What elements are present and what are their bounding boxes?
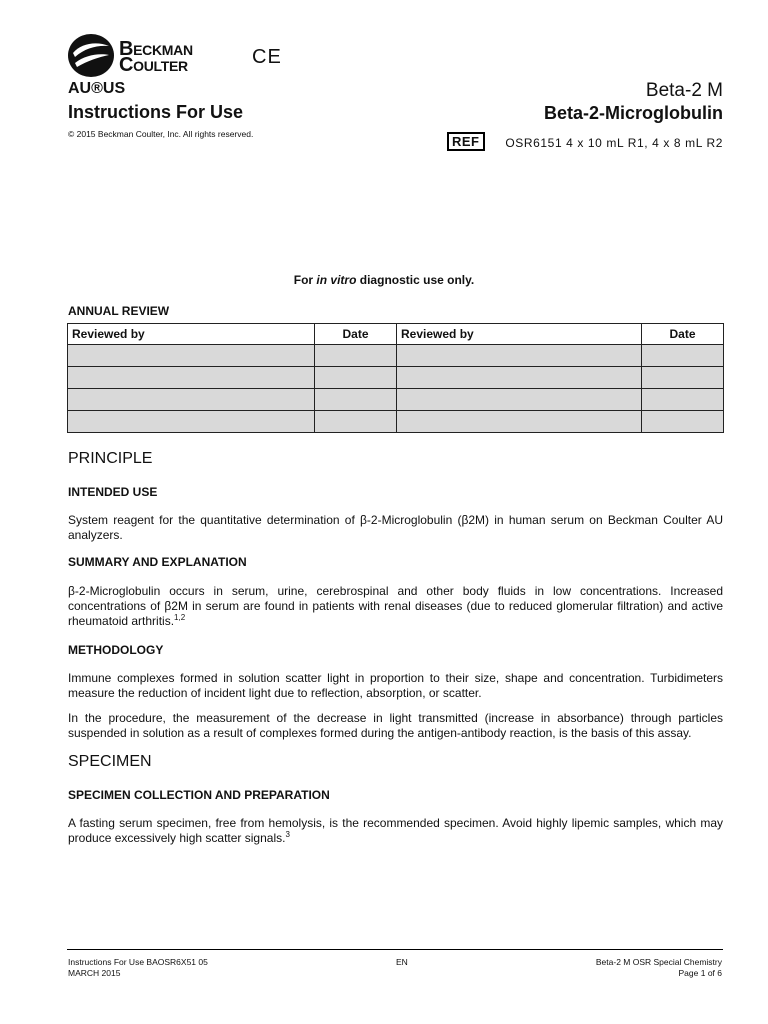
catalog-reference: OSR6151 4 x 10 mL R1, 4 x 8 mL R2 bbox=[505, 136, 723, 150]
logo-word-coulter: Coulter bbox=[119, 54, 188, 76]
table-row bbox=[68, 367, 724, 389]
table-header-row bbox=[68, 324, 724, 345]
date-cell[interactable] bbox=[642, 389, 724, 411]
reviewer-cell[interactable] bbox=[68, 411, 315, 433]
intended-use-text: System reagent for the quantitative determination of β-2-Microglobulin (β2M) in human serum on Beckman Coulter AU analyzers. bbox=[68, 513, 723, 542]
logo-word-beckman: Beckman bbox=[119, 38, 193, 60]
summary-citation: 1,2 bbox=[174, 613, 186, 622]
beckman-coulter-logo-icon bbox=[67, 33, 115, 78]
annual-review-table bbox=[67, 323, 724, 433]
assay-full-name: Beta-2-Microglobulin bbox=[544, 103, 723, 123]
footer-divider bbox=[67, 949, 723, 950]
footer-language: EN bbox=[396, 957, 408, 967]
footer-date: MARCH 2015 bbox=[68, 968, 121, 978]
reviewer-cell[interactable] bbox=[397, 345, 642, 367]
specimen-collection-body: A fasting serum specimen, free from hemolysis, is the recommended specimen. Avoid highly lipemic samples, which may produce excessively high scatter signals. bbox=[68, 816, 723, 845]
product-name: AU®US bbox=[68, 80, 126, 97]
copyright-notice: © 2015 Beckman Coulter, Inc. All rights reserved. bbox=[68, 129, 254, 139]
footer-page-number: Page 1 of 6 bbox=[678, 968, 722, 978]
footer-right bbox=[596, 957, 722, 979]
summary-text bbox=[68, 584, 723, 629]
date-cell[interactable] bbox=[642, 367, 724, 389]
summary-body: β-2-Microglobulin occurs in serum, urine, cerebrospinal and other body fluids in low concentrations. Increased concentrations of β2M in serum are found in patients with renal diseases (due to reduced glomerular filtration) and active rheumatoid arthritis. bbox=[68, 584, 723, 628]
col-reviewed-by-2: Reviewed by bbox=[397, 324, 642, 345]
principle-heading: PRINCIPLE bbox=[68, 450, 153, 467]
ref-symbol-box: REF bbox=[447, 132, 485, 151]
footer-product-line: Beta-2 M OSR Special Chemistry bbox=[595, 957, 722, 967]
reviewer-cell[interactable] bbox=[68, 345, 315, 367]
reviewer-cell[interactable] bbox=[68, 367, 315, 389]
ivd-emphasis: in vitro bbox=[316, 273, 357, 287]
ivd-statement bbox=[0, 273, 768, 287]
methodology-heading: METHODOLOGY bbox=[68, 643, 164, 657]
date-cell[interactable] bbox=[315, 345, 397, 367]
reviewer-cell[interactable] bbox=[68, 389, 315, 411]
intended-use-heading: INTENDED USE bbox=[68, 485, 158, 499]
date-cell[interactable] bbox=[315, 389, 397, 411]
ivd-prefix: For bbox=[293, 273, 317, 287]
ce-mark: CE bbox=[252, 46, 282, 68]
beckman-coulter-logo bbox=[67, 33, 217, 78]
col-date-2: Date bbox=[642, 324, 724, 345]
col-reviewed-by-1: Reviewed by bbox=[68, 324, 315, 345]
ivd-suffix: diagnostic use only. bbox=[356, 273, 475, 287]
date-cell[interactable] bbox=[642, 411, 724, 433]
reviewer-cell[interactable] bbox=[397, 411, 642, 433]
specimen-citation: 3 bbox=[285, 830, 290, 839]
date-cell[interactable] bbox=[642, 345, 724, 367]
table-row bbox=[68, 411, 724, 433]
specimen-heading: SPECIMEN bbox=[68, 753, 152, 770]
document-title: Instructions For Use bbox=[68, 102, 244, 122]
footer-left bbox=[68, 957, 208, 979]
reviewer-cell[interactable] bbox=[397, 389, 642, 411]
reviewer-cell[interactable] bbox=[397, 367, 642, 389]
methodology-text-2: In the procedure, the measurement of the decrease in light transmitted (increase in absorbance) through particles suspended in solution as a result of complexes formed during the antigen-antibody reaction, is the basis of this assay. bbox=[68, 711, 723, 740]
reference-row bbox=[445, 132, 723, 152]
date-cell[interactable] bbox=[315, 367, 397, 389]
table-row bbox=[68, 345, 724, 367]
specimen-collection-text bbox=[68, 816, 723, 846]
date-cell[interactable] bbox=[315, 411, 397, 433]
summary-heading: SUMMARY AND EXPLANATION bbox=[68, 555, 247, 569]
table-row bbox=[68, 389, 724, 411]
annual-review-heading: ANNUAL REVIEW bbox=[68, 304, 170, 318]
assay-short-name: Beta-2 M bbox=[645, 80, 723, 101]
specimen-collection-heading: SPECIMEN COLLECTION AND PREPARATION bbox=[68, 788, 330, 802]
col-date-1: Date bbox=[315, 324, 397, 345]
methodology-text-1: Immune complexes formed in solution scatter light in proportion to their size, shape and concentration. Turbidimeters measure the reduction of incident light due to reflection, absorption, or scatter. bbox=[68, 671, 723, 700]
footer-doc-number: Instructions For Use BAOSR6X51 05 bbox=[68, 957, 208, 967]
